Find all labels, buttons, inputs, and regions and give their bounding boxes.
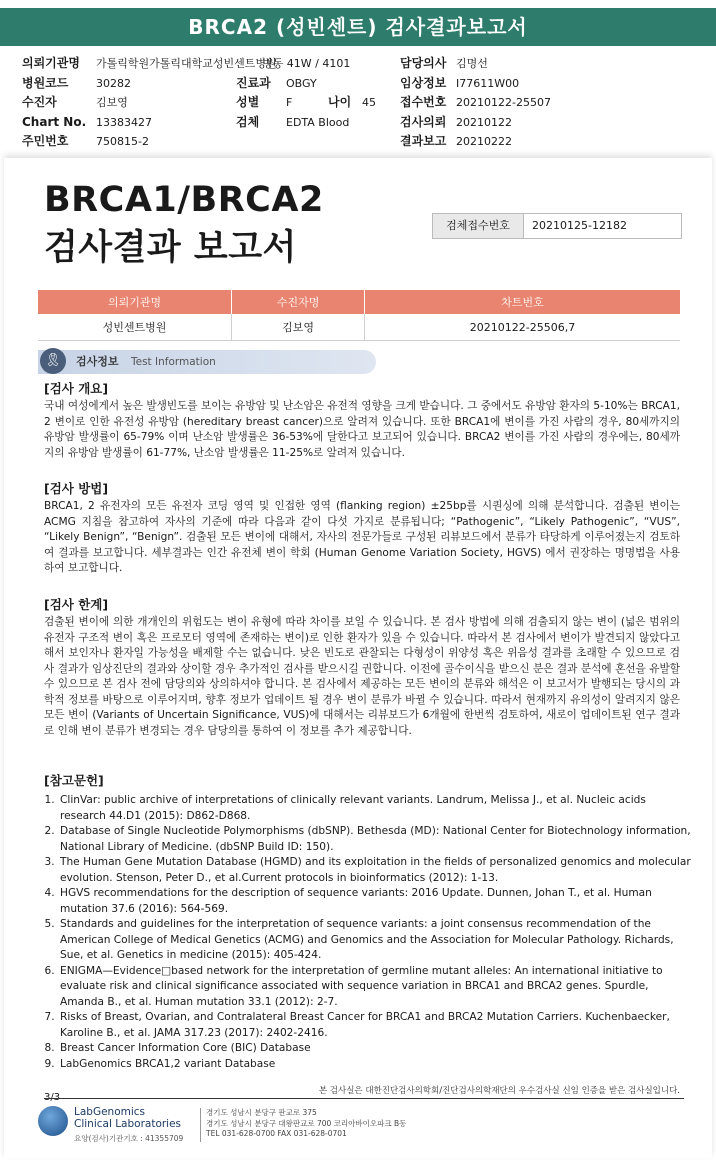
meta-value: 13383427 xyxy=(96,115,152,129)
section-overview xyxy=(44,380,680,461)
meta-value: 김보영 xyxy=(96,96,128,109)
meta-value: I77611W00 xyxy=(456,76,520,90)
meta-row xyxy=(22,54,702,74)
meta-row xyxy=(22,93,702,113)
specimen-number-box xyxy=(432,213,682,239)
meta-label: 임상정보 xyxy=(400,75,447,90)
meta-row xyxy=(22,132,702,152)
ribbon-icon: 🎗 xyxy=(40,348,66,374)
specimen-label: 검체 xyxy=(236,114,260,129)
meta-value: 가톨릭학원가톨릭대학교성빈센트병원 xyxy=(96,57,277,70)
section-body: BRCA1, 2 유전자의 모든 유전자 코딩 영역 및 인접한 영역 (flanking region) ±25bp를 시퀀싱에 의해 분석합니다. 검출된 변이는 ACMG 지침을 참고하여 자사의 기준에 따라 다음과 같이 다섯 가지로 분류됩니다; “Pathogenic”, “Likely Pathogenic”, “VUS”, “Likely Benign”, “Benign”. 검출된 모든 변이에 대해서, 자사의 전문가들로 구성된 리뷰보드에서 분류가 타당하게 이루어졌는지 검토하여 결과를 보고합니다. 세부결과는 인간 유전체 변이 학회 (Human Genome Variation Society, HGVS) 에서 권장하는 명명법을 사용하여 보고합니다. xyxy=(44,500,680,574)
company-name-line2: Clinical Laboratories xyxy=(74,1118,182,1130)
footer-separator xyxy=(200,1108,201,1142)
reference-item: 7. Risks of Breast, Ovarian, and Contralateral Breast Cancer for BRCA1 and BRCA2 Mutation Carriers. Kuchenbaecker, Karoline B., et al. JAMA 317.23 (2017): 2402-2416. xyxy=(58,1010,694,1041)
age-value: 45 xyxy=(362,96,376,109)
section-heading: [검사 개요] xyxy=(44,381,109,396)
section-body: 국내 여성에게서 높은 발생빈도를 보이는 유방암 및 난소암은 유전적 영향을 크게 받습니다. 그 중에서도 유방암 환자의 5-10%는 BRCA1, 2 변이로 인한 유전성 유방암 (hereditary breast cancer)으로 알려져 있습니다. 또한 BRCA1에 변이를 가진 사람의 경우, 80세까지의 유방암 발생률이 65-79% 이며 난소암 발생률은 36-53%에 달한다고 보고되어 있습니다. BRCA2 변이를 가진 사람의 경우에는, 80세까지의 유방암 발생률이 61-77%, 난소암 발생률은 11-25%로 알려져 있습니다. xyxy=(44,400,680,459)
meta-label: 결과보고 xyxy=(400,134,447,148)
patient-meta xyxy=(22,54,702,152)
meta-label: 접수번호 xyxy=(400,95,447,109)
company-name xyxy=(74,1106,181,1130)
meta-label: Chart No. xyxy=(22,114,87,129)
dept-label: 진료과 xyxy=(236,75,271,90)
reference-item: 9. LabGenomics BRCA1,2 variant Database xyxy=(58,1057,694,1073)
table-cell: 성빈센트병원 xyxy=(38,314,232,341)
report-title-line1: BRCA1/BRCA2 xyxy=(44,180,324,220)
specimen-value: EDTA Blood xyxy=(286,115,350,129)
table-header-row xyxy=(38,290,680,314)
reference-item: 2. Database of Single Nucleotide Polymorphisms (dbSNP). Bethesda (MD): National Center for Biotechnology information, National Library of Medicine. (dbSNP Build ID: 150). xyxy=(58,824,694,855)
meta-row xyxy=(22,74,702,94)
section-body: 검출된 변이에 의한 개개인의 위험도는 변이 유형에 따라 차이를 보일 수 있습니다. 본 검사 방법에 의해 검출되지 않는 변이 (넓은 범위의 유전자 구조적 변이 혹은 프로모터 영역에 존재하는 변이)로 인한 환자가 있을 수 있습니다. 따라서 본 검사에서 변이가 발견되지 않았다고 해서 보인자나 환자일 가능성을 배제할 수는 없습니다. 낮은 빈도로 관찰되는 다형성이 위양성 혹은 위음성 결과를 초래할 수 있으므로 검사 결과가 임상진단의 결과와 상이할 경우 추가적인 검사를 받으시길 권합니다. 이전에 골수이식을 받으신 분은 결과 분석에 혼선을 유발할 수 있으므로 본 검사 전에 담당의와 상의하셔야 합니다. 본 검사에서 제공하는 모든 변이의 분류와 해석은 이 보고서가 발행되는 당시의 과학적 정보를 바탕으로 이루어지며, 향후 정보가 업데이트 될 경우 변이 분류가 바뀔 수 있습니다. 따라서 현재까지 유의성이 알려지지 않은 모든 변이 (Variants of Uncertain Significance, VUS)에 대해서는 리뷰보드가 6개월에 한번씩 검토하여, 새로이 업데이트된 연구 결과로 인해 변이 분류가 변경되는 경우 담당의를 통하여 이 정보를 추가 제공합니다. xyxy=(44,616,680,737)
reference-item: 5. Standards and guidelines for the interpretation of sequence variants: a joint consensus recommendation of the American College of Medical Genetics (ACMG) and Genomics and the Association for Molecular Pathology. Richards, Sue, et al. Genetics in medicine (2015): 405-424. xyxy=(58,917,694,964)
table-cell: 김보영 xyxy=(232,314,365,341)
contact-line: TEL 031-628-0700 FAX 031-628-0701 xyxy=(206,1129,347,1138)
meta-label: 담당의사 xyxy=(400,56,447,70)
reference-item: 1. ClinVar: public archive of interpretations of clinically relevant variants. Landrum, Melissa J., et al. Nucleic acids research 44.D1 (2015): D862-D868. xyxy=(58,793,694,824)
section-bar-subtitle: Test Information xyxy=(131,356,216,368)
meta-label: 주민번호 xyxy=(22,134,69,148)
section-method xyxy=(44,480,680,577)
company-name-line1: LabGenomics xyxy=(74,1106,146,1118)
company-address xyxy=(206,1108,406,1140)
ward-value: 병동 41W / 4101 xyxy=(262,57,351,70)
meta-value: 김명선 xyxy=(456,57,488,70)
specimen-number-value: 20210125-12182 xyxy=(532,219,627,232)
meta-value: 20210122 xyxy=(456,115,512,129)
specimen-number-label: 검체접수번호 xyxy=(433,214,524,238)
section-heading: [검사 방법] xyxy=(44,481,109,496)
address-line: 경기도 성남시 분당구 판교로 375 xyxy=(206,1108,317,1117)
reference-item: 4. HGVS recommendations for the description of sequence variants: 2016 Update. Dunnen, Johan T., et al. Human mutation 37.6 (2016): 564-569. xyxy=(58,886,694,917)
section-limitations xyxy=(44,596,680,739)
table-header: 수진자명 xyxy=(232,290,365,314)
certification-note: 본 검사실은 대한진단검사의학회/진단검사의학재단의 우수검사실 신임 인증을 받은 검사실입니다. xyxy=(318,1086,680,1096)
meta-value: 750815-2 xyxy=(96,135,149,148)
meta-label: 의뢰기관명 xyxy=(22,56,80,70)
report-header-title: BRCA2 (성빈센트) 검사결과보고서 xyxy=(0,8,716,46)
references-heading: [참고문헌] xyxy=(44,773,104,788)
table-cell: 20210122-25506,7 xyxy=(365,314,680,341)
age-label: 나이 xyxy=(328,95,352,109)
reference-item: 8. Breast Cancer Information Core (BIC) Database xyxy=(58,1041,694,1057)
footer-divider xyxy=(44,1098,684,1099)
dept-value: OBGY xyxy=(286,76,317,90)
section-heading: [검사 한계] xyxy=(44,597,109,612)
references xyxy=(44,772,694,1072)
meta-value: 30282 xyxy=(96,76,131,90)
meta-row xyxy=(22,113,702,133)
reference-item: 3. The Human Gene Mutation Database (HGMD) and its exploitation in the fields of personalized genomics and molecular evolution. Stenson, Peter D., et al.Current protocols in bioinformatics (2012): 1-13. xyxy=(58,855,694,886)
labgenomics-logo-icon xyxy=(38,1106,68,1136)
request-info-table xyxy=(38,290,680,341)
sex-label: 성별 xyxy=(236,95,260,109)
section-bar-title: 검사정보 xyxy=(76,355,119,368)
meta-value: 20210222 xyxy=(456,135,512,148)
page-number: 3/3 xyxy=(44,1092,61,1103)
test-information-bar xyxy=(38,350,376,374)
references-list xyxy=(44,793,694,1072)
table-row xyxy=(38,314,680,341)
meta-label: 검사의뢰 xyxy=(400,114,447,129)
meta-label: 병원코드 xyxy=(22,75,69,90)
sex-value: F xyxy=(286,96,293,109)
institution-code: 요양(검사)기관기호 : 41355709 xyxy=(74,1134,184,1143)
report-title xyxy=(44,176,324,272)
report-title-line2: 검사결과 보고서 xyxy=(44,228,297,268)
reference-item: 6. ENIGMA—Evidence□based network for the interpretation of germline mutant alleles: An international initiative to evaluate risk and clinical significance associated with sequence variation in BRCA1 and BRCA2 genes. Spurdle, Amanda B., et al. Human mutation 33.1 (2012): 2-7. xyxy=(58,964,694,1011)
table-header: 의뢰기관명 xyxy=(38,290,232,314)
table-header: 차트번호 xyxy=(365,290,680,314)
meta-value: 20210122-25507 xyxy=(456,96,551,109)
meta-label: 수진자 xyxy=(22,95,57,109)
address-line: 경기도 성남시 분당구 대왕판교로 700 코리아바이오파크 B동 xyxy=(206,1118,407,1128)
